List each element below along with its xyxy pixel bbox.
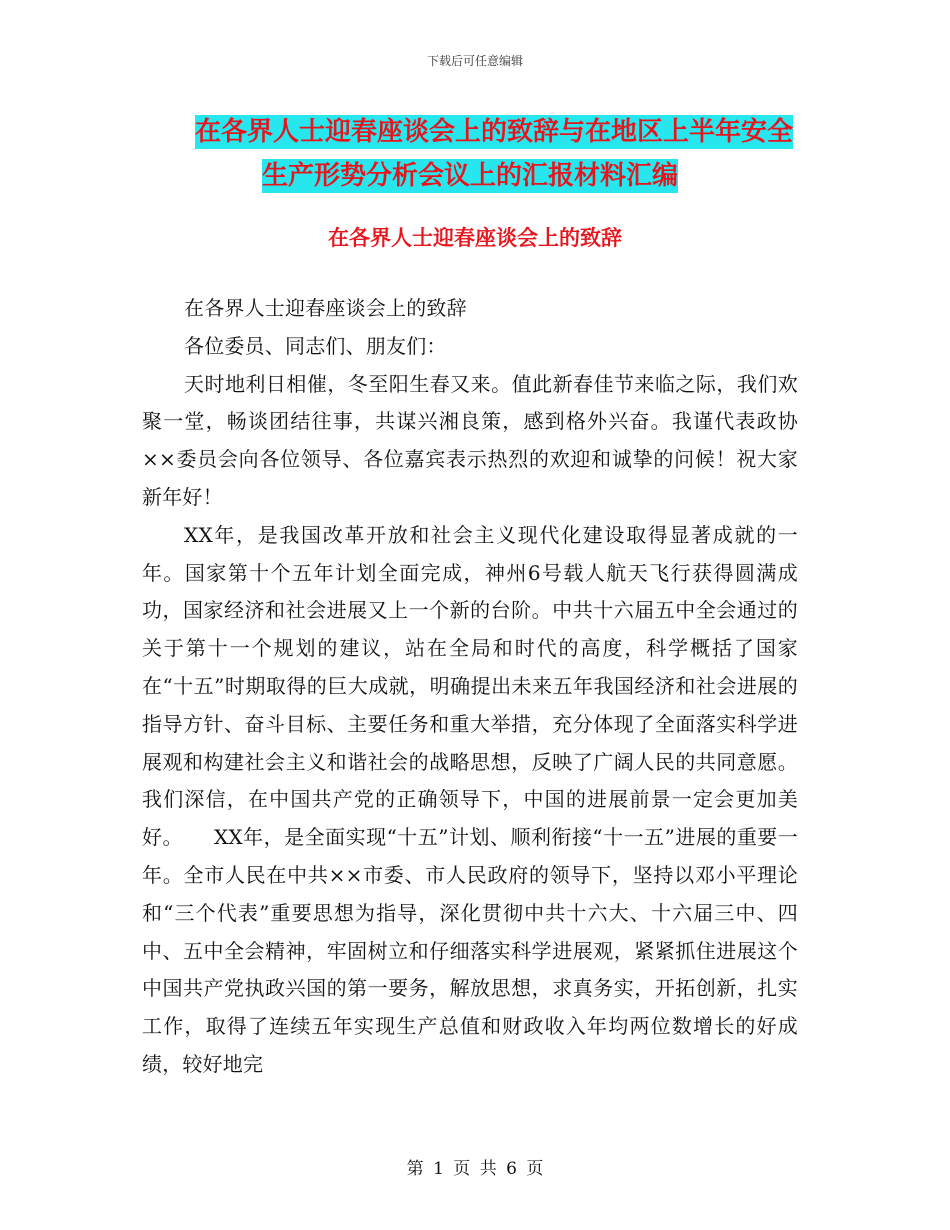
page-number-footer: 第 1 页 共 6 页 <box>406 1159 544 1179</box>
document-title <box>145 110 825 198</box>
document-title-line-2 <box>145 154 825 198</box>
document-body <box>142 290 798 1084</box>
body-paragraph: 在各界人士迎春座谈会上的致辞 <box>184 296 467 320</box>
page-header-note: 下载后可任意编辑 <box>426 54 523 68</box>
body-paragraph: 天时地利日相催，冬至阳生春又来。值此新春佳节来临之际，我们欢聚一堂，畅谈团结往事，共谋兴湘良策，感到格外兴奋。我谨代表政协××委员会向各位领导、各位嘉宾表示热烈的欢迎和诚挚的问候！祝大家新年好！ <box>142 371 798 509</box>
section-title: 在各界人士迎春座谈会上的致辞 <box>328 226 622 250</box>
title-highlight: 生产形势分析会议上的汇报材料汇编 <box>262 161 679 191</box>
document-title-line-1 <box>145 110 825 154</box>
title-highlight: 在各界人士迎春座谈会上的致辞与在地区上半年安全 <box>195 117 794 147</box>
body-paragraph: XX年，是我国改革开放和社会主义现代化建设取得显著成就的一年。国家第十个五年计划全面完成，神州6号载人航天飞行获得圆满成功，国家经济和社会进展又上一个新的台阶。中共十六届五中全会通过的关于第十一个规划的建议，站在全局和时代的高度，科学概括了国家在“十五”时期取得的巨大成就，明确提出未来五年我国经济和社会进展的指导方针、奋斗目标、主要任务和重大举措，充分体现了全面落实科学进展观和构建社会主义和谐社会的战略思想，反映了广阔人民的共同意愿。我们深信，在中国共产党的正确领导下，中国的进展前景一定会更加美好。 XX年，是全面实现“十五”计划、顺利衔接“十一五”进展的重要一年。全市人民在中共××市委、市人民政府的领导下，坚持以邓小平理论和“三个代表”重要思想为指导，深化贯彻中共十六大、十六届三中、四中、五中全会精神，牢固树立和仔细落实科学进展观，紧紧抓住进展这个中国共产党执政兴国的第一要务，解放思想，求真务实，开拓创新，扎实工作，取得了连续五年实现生产总值和财政收入年均两位数增长的好成绩，较好地完 <box>142 522 798 1076</box>
body-paragraph: 各位委员、同志们、朋友们： <box>184 333 447 358</box>
